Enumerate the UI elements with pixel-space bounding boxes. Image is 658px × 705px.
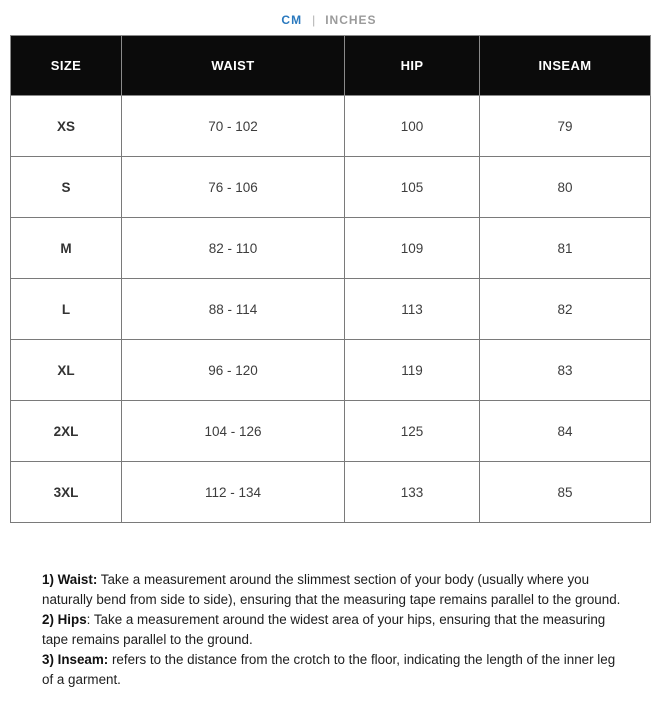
waist-cell: 76 - 106 (122, 157, 345, 218)
size-table (10, 35, 651, 523)
header-row (11, 36, 651, 96)
hip-cell: 113 (345, 279, 480, 340)
size-cell: S (11, 157, 122, 218)
size-cell: XL (11, 340, 122, 401)
header-cell-size: SIZE (11, 36, 122, 96)
header-cell-waist: WAIST (122, 36, 345, 96)
hip-cell: 119 (345, 340, 480, 401)
note-waist-label: 1) Waist: (42, 572, 98, 587)
hip-cell: 133 (345, 462, 480, 523)
note-inseam (42, 650, 628, 690)
unit-tab-inches[interactable]: INCHES (325, 12, 377, 27)
header-cell-inseam: INSEAM (480, 36, 651, 96)
size-cell: 2XL (11, 401, 122, 462)
unit-toggle (0, 0, 658, 35)
inseam-cell: 82 (480, 279, 651, 340)
table-row (11, 279, 651, 340)
waist-cell: 70 - 102 (122, 96, 345, 157)
inseam-cell: 85 (480, 462, 651, 523)
size-cell: 3XL (11, 462, 122, 523)
note-hips (42, 610, 628, 650)
inseam-cell: 81 (480, 218, 651, 279)
hip-cell: 109 (345, 218, 480, 279)
table-row (11, 462, 651, 523)
table-row (11, 157, 651, 218)
waist-cell: 112 - 134 (122, 462, 345, 523)
note-waist-text: Take a measurement around the slimmest section of your body (usually where you naturally bend from side to side), ensuring that the measuring tape remains parallel to the ground. (42, 572, 621, 607)
size-cell: XS (11, 96, 122, 157)
inseam-cell: 79 (480, 96, 651, 157)
size-chart (0, 35, 658, 523)
note-waist (42, 570, 628, 610)
unit-tab-cm[interactable]: CM (281, 12, 303, 27)
note-hips-label: 2) Hips (42, 612, 87, 627)
measurement-notes (0, 570, 658, 690)
waist-cell: 88 - 114 (122, 279, 345, 340)
size-cell: L (11, 279, 122, 340)
table-row (11, 96, 651, 157)
waist-cell: 96 - 120 (122, 340, 345, 401)
size-cell: M (11, 218, 122, 279)
note-hips-text: : Take a measurement around the widest area of your hips, ensuring that the measuring tape remains parallel to the ground. (42, 612, 606, 647)
hip-cell: 125 (345, 401, 480, 462)
waist-cell: 82 - 110 (122, 218, 345, 279)
unit-toggle-separator: | (312, 12, 316, 27)
inseam-cell: 80 (480, 157, 651, 218)
table-row (11, 218, 651, 279)
header-cell-hip: HIP (345, 36, 480, 96)
hip-cell: 100 (345, 96, 480, 157)
table-row (11, 340, 651, 401)
table-row (11, 401, 651, 462)
note-inseam-text: refers to the distance from the crotch to the floor, indicating the length of the inner leg of a garment. (42, 652, 616, 687)
note-inseam-label: 3) Inseam: (42, 652, 109, 667)
inseam-cell: 83 (480, 340, 651, 401)
inseam-cell: 84 (480, 401, 651, 462)
waist-cell: 104 - 126 (122, 401, 345, 462)
hip-cell: 105 (345, 157, 480, 218)
